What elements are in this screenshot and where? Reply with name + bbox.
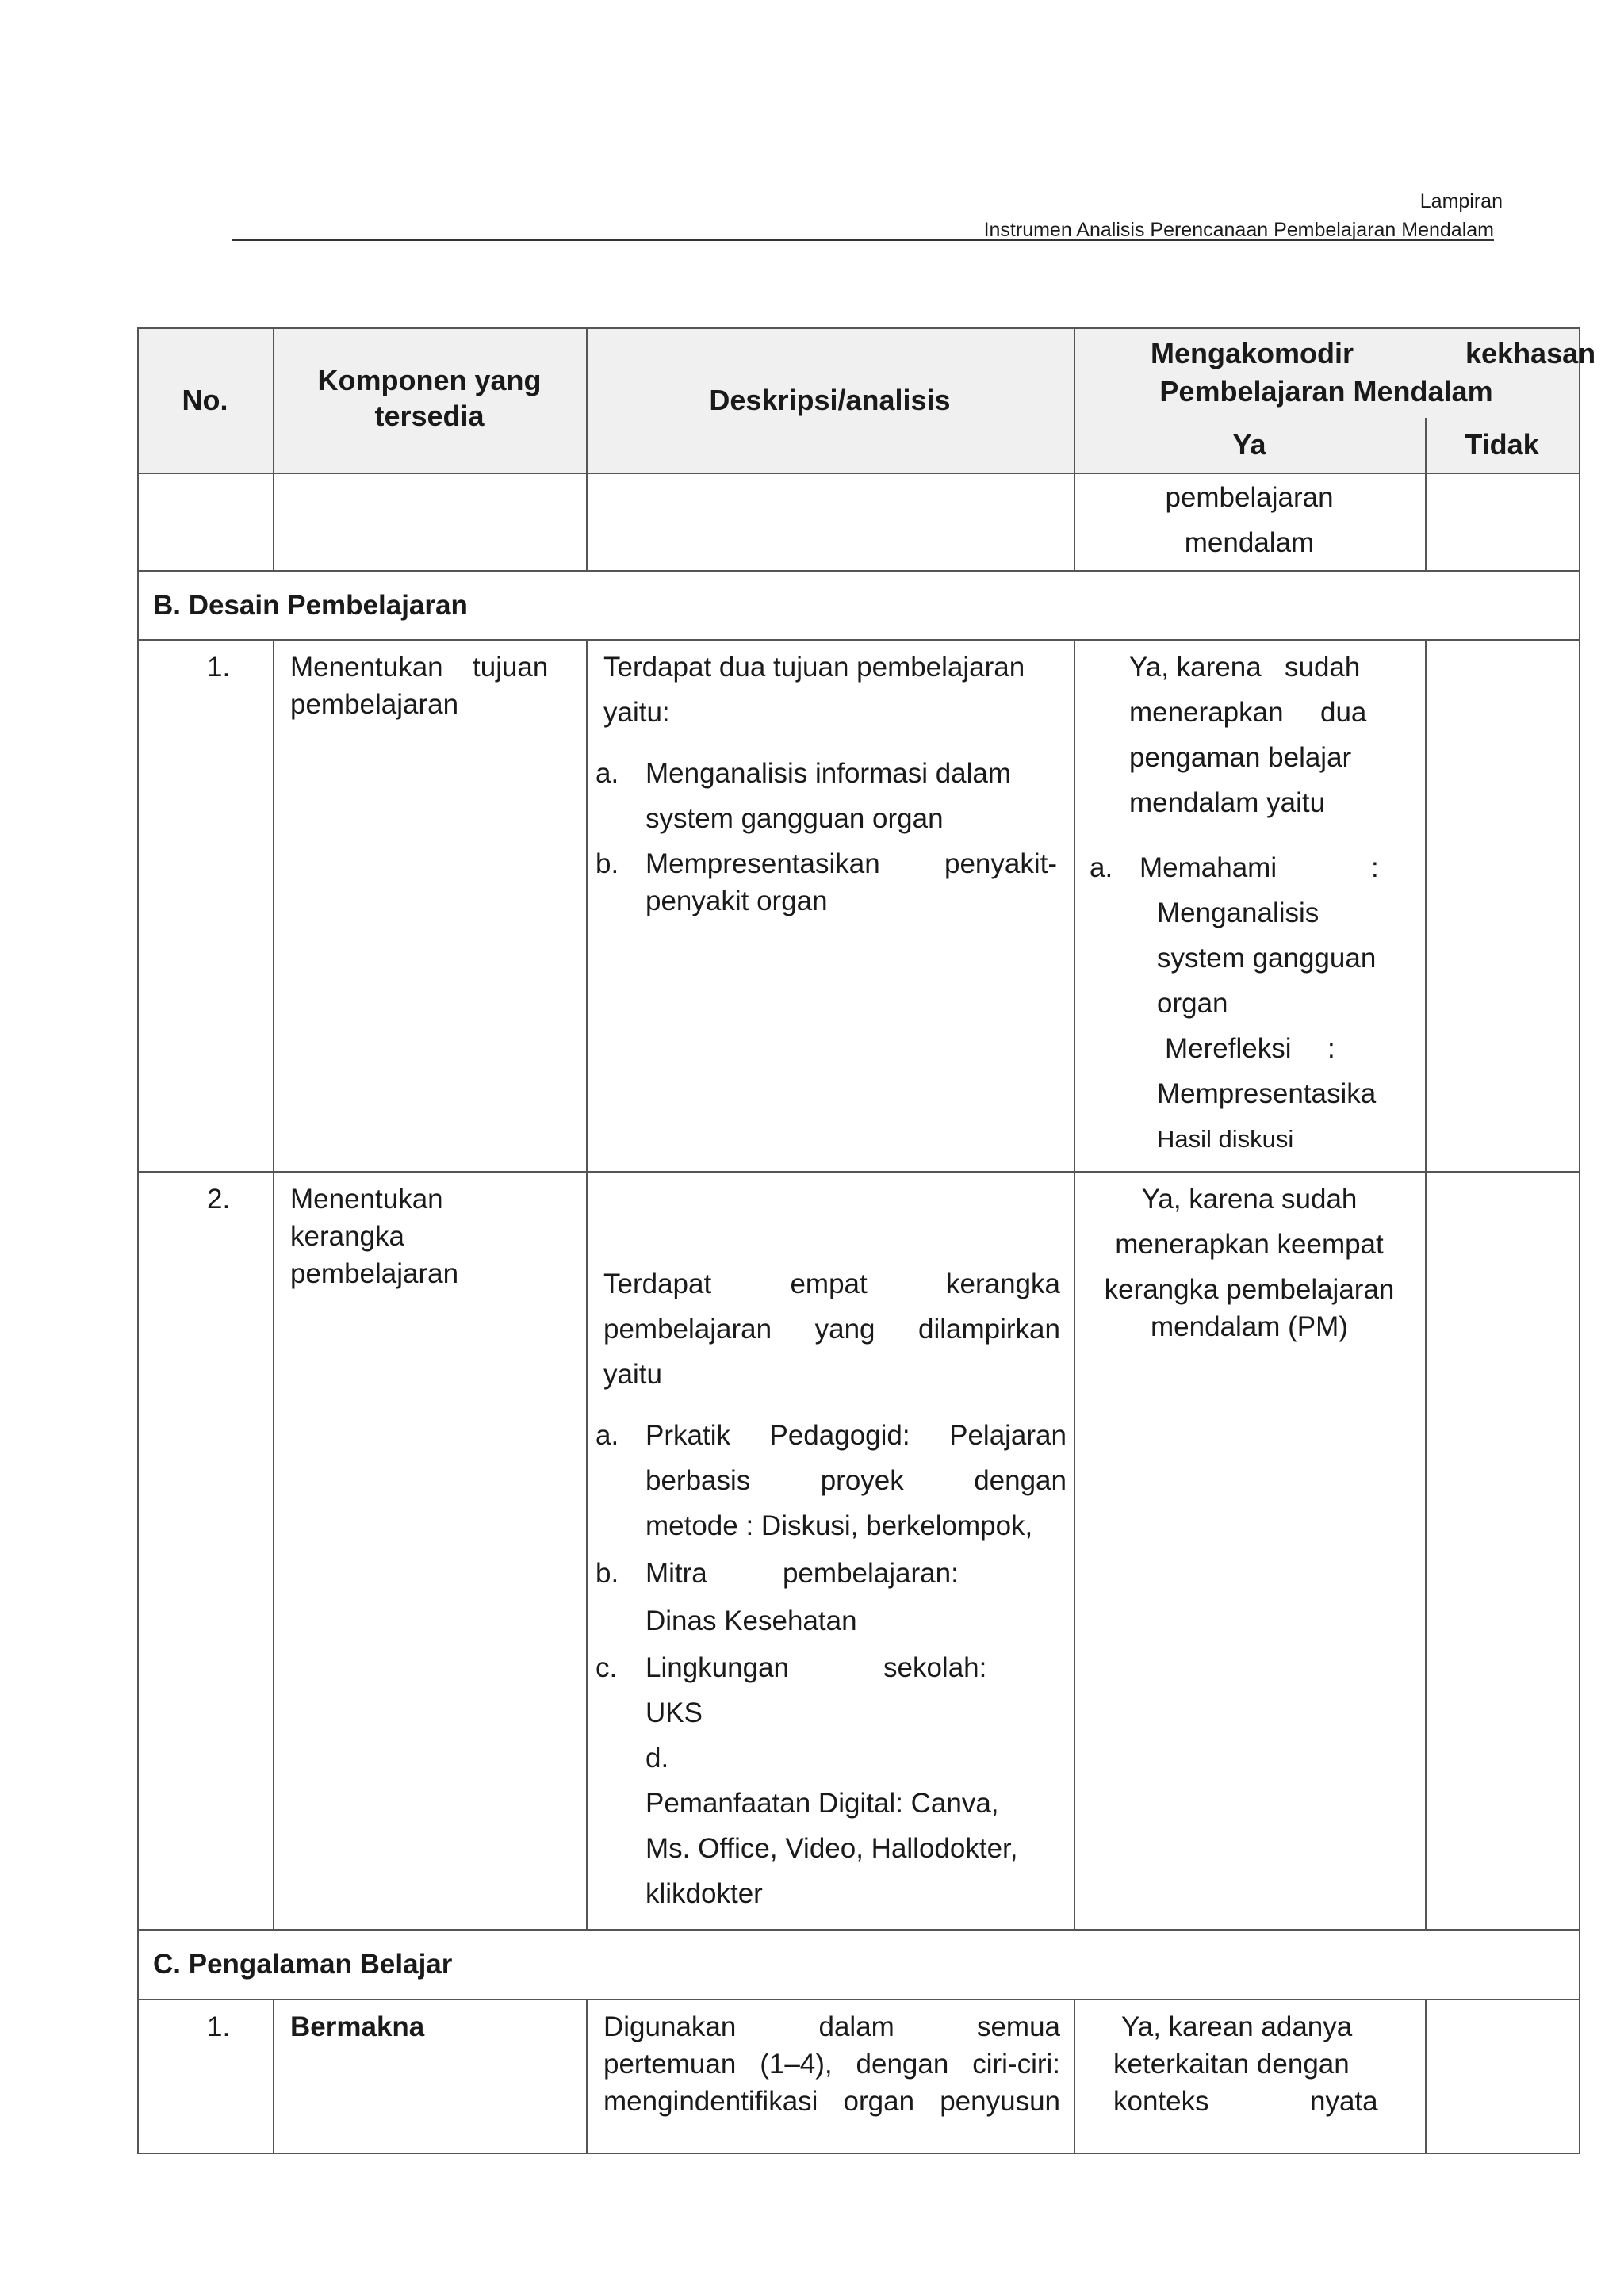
ya-b1-line2-part1: menerapkan: [1129, 697, 1284, 728]
desc-b2-item-a-line3: metode : Diskusi, berkelompok,: [645, 1510, 1033, 1541]
list-marker: c.: [596, 1652, 618, 1683]
desc-c1-line3: mengindentifikasi organ penyusun: [603, 2086, 1060, 2117]
table-border-top: [137, 327, 1580, 329]
ya-b2-line4: mendalam (PM): [1151, 1311, 1348, 1342]
desc-b2-item-d-line2: Ms. Office, Video, Hallodokter,: [645, 1833, 1018, 1864]
analysis-table: [137, 327, 1596, 2154]
ya-c1-line3-word1: konteks: [1113, 2086, 1209, 2117]
desc-b1-item-a-line1: Menganalisis informasi dalam: [645, 758, 1012, 789]
column-header-mengakomodir-word2: kekhasan: [1465, 337, 1596, 369]
section-title-pengalaman-belajar: C. Pengalaman Belajar: [153, 1949, 453, 1980]
ya-b1-item-line3: system gangguan: [1157, 943, 1377, 974]
desc-b2-item-c-line2: UKS: [645, 1697, 703, 1728]
ya-b1-line1-part1: Ya, karena: [1129, 652, 1262, 683]
ya-b1-item-line7: Hasil diskusi: [1157, 1125, 1294, 1153]
desc-b2-item-b-word1: Mitra: [645, 1558, 707, 1589]
column-header-komponen-line2: tersedia: [374, 400, 485, 432]
ya-b1-line2-part2: dua: [1320, 697, 1367, 728]
column-rule: [273, 639, 274, 1929]
table-header-bottom-rule: [137, 473, 1580, 474]
table-row-rule: [137, 570, 1580, 572]
column-header-no: No.: [182, 384, 228, 416]
ya-b1-line3: pengaman belajar: [1129, 742, 1352, 773]
ya-b1-item-line4: organ: [1157, 988, 1228, 1019]
column-rule: [273, 1999, 274, 2152]
column-header-mengakomodir-line2: Pembelajaran Mendalam: [1159, 375, 1493, 408]
header-rule: [232, 239, 1494, 241]
ya-b1-item-colon: :: [1371, 852, 1379, 883]
list-marker: d.: [645, 1743, 669, 1774]
table-row-rule: [137, 1929, 1580, 1931]
komponen-c1: Bermakna: [290, 2011, 425, 2042]
column-rule: [586, 639, 588, 1929]
row-number: 1.: [207, 2011, 231, 2042]
ya-b1-line1-part2: sudah: [1285, 652, 1361, 683]
table-row-rule: [137, 1171, 1580, 1173]
desc-b1-item-b-line2: penyakit organ: [645, 886, 828, 916]
ya-b1-item-line5-word1: Merefleksi: [1165, 1033, 1292, 1064]
carry-ya-line1: pembelajaran: [1165, 482, 1334, 513]
desc-b2-item-c-word2: sekolah:: [883, 1652, 987, 1683]
desc-b2-item-b-line2: Dinas Kesehatan: [645, 1605, 857, 1636]
ya-b2-line1: Ya, karena sudah: [1141, 1184, 1358, 1215]
komponen-b2-line3: pembelajaran: [290, 1258, 459, 1289]
ya-b1-item-line6: Mempresentasika: [1157, 1078, 1377, 1109]
column-rule: [1425, 1999, 1427, 2152]
row-number: 2.: [207, 1184, 231, 1215]
desc-b1-line1: Terdapat dua tujuan pembelajaran: [603, 652, 1025, 683]
list-marker: b.: [596, 1558, 619, 1589]
desc-b1-item-a-line2: system gangguan organ: [645, 803, 944, 834]
desc-b2-item-d-line3: klikdokter: [645, 1878, 763, 1909]
ya-b1-item-word1: Memahami: [1139, 852, 1277, 883]
ya-b1-item-line5-colon: :: [1327, 1033, 1335, 1064]
desc-b2-item-d-line1: Pemanfaatan Digital: Canva,: [645, 1788, 999, 1819]
komponen-b1-word1: Menentukan: [290, 652, 443, 683]
desc-b2-item-a-line1: Prkatik Pedagogid: Pelajaran: [645, 1420, 1067, 1451]
ya-c1-line1: Ya, karean adanya: [1121, 2011, 1353, 2042]
desc-b2-item-a-line2: berbasis proyek dengan: [645, 1465, 1067, 1496]
table-row-rule: [137, 639, 1580, 641]
column-rule: [1425, 639, 1427, 1929]
desc-b1-line2: yaitu:: [603, 697, 670, 728]
ya-b1-line4: mendalam yaitu: [1129, 787, 1326, 818]
desc-b2-item-b-word2: pembelajaran:: [783, 1558, 959, 1589]
komponen-b2-line1: Menentukan: [290, 1184, 443, 1215]
desc-b2-line3: yaitu: [603, 1359, 662, 1390]
desc-c1-line1: Digunakan dalam semua: [603, 2011, 1060, 2042]
komponen-b1-word2: tujuan: [473, 652, 549, 683]
header-document-title: Instrumen Analisis Perencanaan Pembelajaran Mendalam: [983, 219, 1494, 241]
table-border-bottom: [137, 2152, 1580, 2154]
table-row-rule: [137, 1999, 1580, 2000]
list-marker: b.: [596, 848, 619, 879]
section-title-desain-pembelajaran: B. Desain Pembelajaran: [153, 590, 468, 621]
column-rule: [586, 1999, 588, 2152]
column-header-mengakomodir-word1: Mengakomodir: [1151, 337, 1354, 369]
ya-c1-line2: keterkaitan dengan: [1113, 2049, 1350, 2080]
ya-b2-line2: menerapkan keempat: [1115, 1229, 1384, 1260]
list-marker: a.: [596, 1420, 619, 1451]
komponen-b1-line2: pembelajaran: [290, 689, 459, 720]
list-marker: a.: [1090, 852, 1113, 883]
desc-b2-item-c-word1: Lingkungan: [645, 1652, 789, 1683]
column-header-komponen-line1: Komponen yang: [317, 364, 542, 396]
list-marker: a.: [596, 758, 619, 789]
carry-ya-line2: mendalam: [1184, 527, 1315, 558]
table-border-right: [1579, 327, 1580, 2154]
desc-b2-line1: Terdapat empat kerangka: [603, 1269, 1060, 1299]
column-header-ya: Ya: [1232, 428, 1266, 461]
table-border-left: [137, 327, 139, 2154]
header-lampiran: Lampiran: [1419, 190, 1503, 212]
ya-b2-line3: kerangka pembelajaran: [1104, 1274, 1395, 1305]
desc-b2-line2: pembelajaran yang dilampirkan: [603, 1314, 1060, 1345]
desc-b1-item-b-word2: penyakit-: [944, 848, 1058, 879]
ya-b1-item-line2: Menganalisis: [1157, 897, 1320, 928]
desc-b1-item-b-word1: Mempresentasikan: [645, 848, 880, 879]
desc-c1-line2: pertemuan (1–4), dengan ciri-ciri:: [603, 2049, 1060, 2080]
column-rule: [1074, 1999, 1075, 2152]
column-header-deskripsi: Deskripsi/analisis: [709, 384, 951, 416]
row-number: 1.: [207, 652, 231, 683]
column-header-tidak: Tidak: [1465, 428, 1539, 461]
column-rule: [586, 327, 588, 570]
komponen-b2-line2: kerangka: [290, 1221, 404, 1252]
ya-c1-line3-word2: nyata: [1310, 2086, 1378, 2117]
